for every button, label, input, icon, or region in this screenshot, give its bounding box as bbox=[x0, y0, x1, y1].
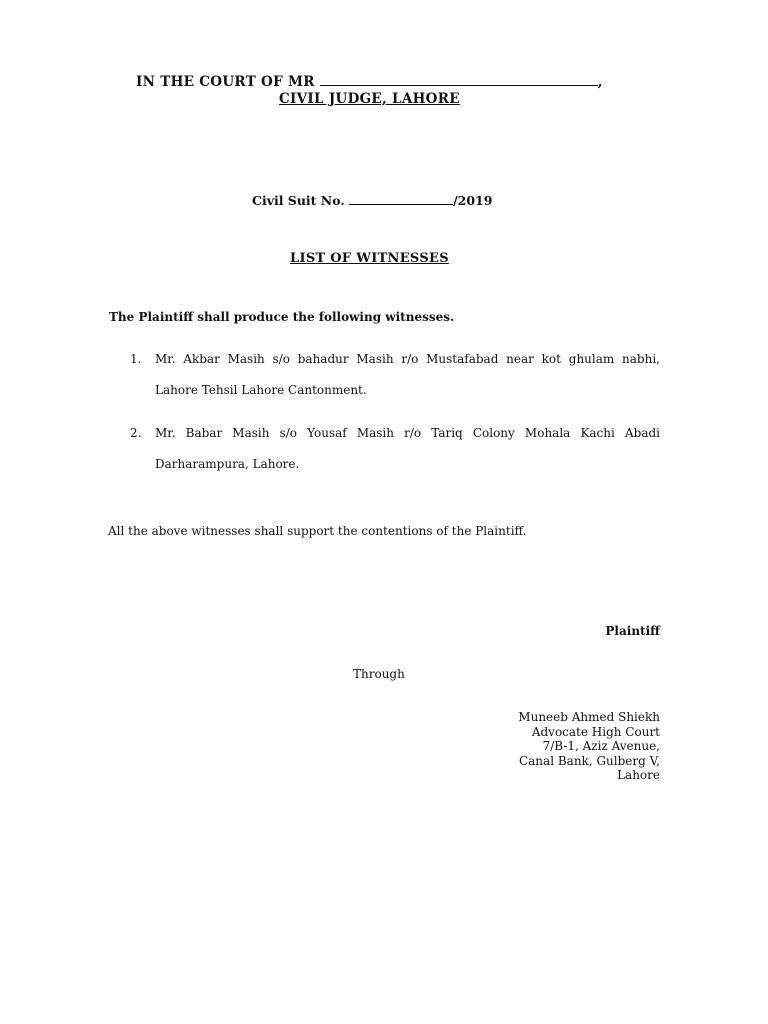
suit-year: /2019 bbox=[453, 193, 493, 208]
party-label: Plaintiff bbox=[605, 624, 660, 638]
witness-number: 1. bbox=[130, 352, 142, 366]
court-suffix: , bbox=[597, 74, 603, 90]
witness-details: Mr. Akbar Masih s/o bahadur Masih r/o Mustafabad near kot ghulam nabhi, Lahore Tehsil Lahore Cantonment. bbox=[155, 352, 660, 397]
counsel-address-line: 7/B-1, Aziz Avenue, bbox=[542, 739, 660, 753]
counsel-address-line: Lahore bbox=[617, 768, 660, 782]
suit-label: Civil Suit No. bbox=[252, 193, 345, 208]
through-label: Through bbox=[353, 667, 405, 681]
judge-name-blank bbox=[320, 73, 598, 86]
counsel-block bbox=[518, 710, 660, 783]
counsel-name: Muneeb Ahmed Shiekh bbox=[518, 710, 660, 724]
witness-number: 2. bbox=[130, 426, 142, 440]
intro-statement: The Plaintiff shall produce the following witnesses. bbox=[109, 310, 455, 324]
counsel-address-line: Canal Bank, Gulberg V, bbox=[518, 753, 660, 768]
list-item bbox=[130, 418, 660, 480]
list-item bbox=[130, 344, 660, 406]
court-heading bbox=[136, 73, 603, 90]
suit-number bbox=[252, 193, 492, 208]
witness-details: Mr. Babar Masih s/o Yousaf Masih r/o Tariq Colony Mohala Kachi Abadi Darharampura, Lahore. bbox=[155, 426, 660, 471]
support-statement: All the above witnesses shall support the contentions of the Plaintiff. bbox=[108, 524, 527, 538]
suit-number-blank bbox=[349, 193, 453, 205]
document-title: LIST OF WITNESSES bbox=[290, 251, 449, 266]
court-prefix: IN THE COURT OF MR bbox=[136, 74, 315, 90]
judge-designation: CIVIL JUDGE, LAHORE bbox=[279, 91, 460, 107]
counsel-title: Advocate High Court bbox=[531, 724, 660, 739]
